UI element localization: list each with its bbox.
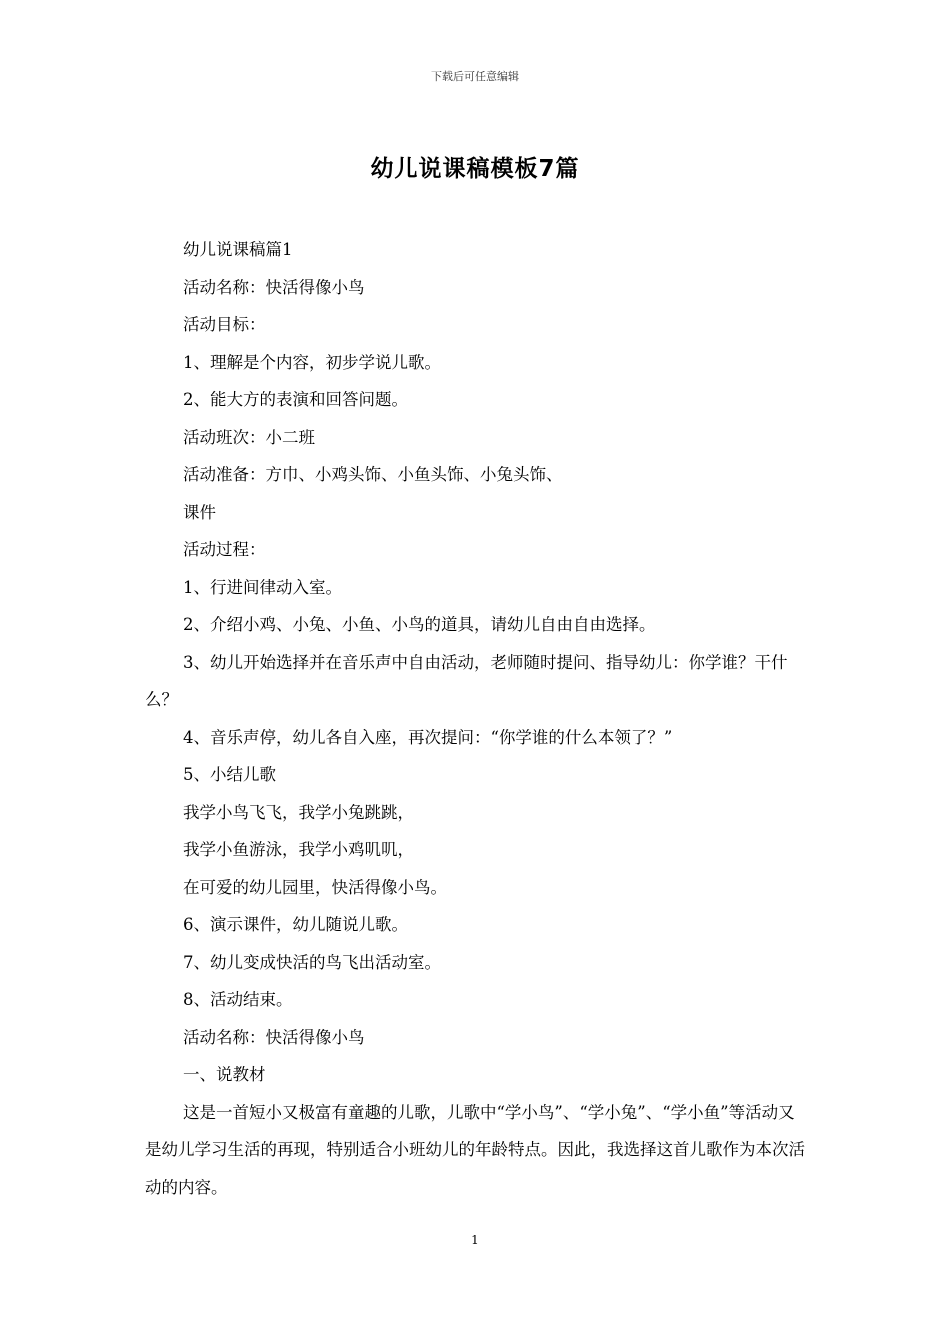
paragraph: 1、行进间律动入室。 [183,577,342,597]
paragraph: 2、能大方的表演和回答问题。 [183,390,408,409]
paragraph: 2、介绍小鸡、小兔、小鱼、小鸟的道具，请幼儿自由自由选择。 [183,615,656,634]
paragraph: 7、幼儿变成快活的鸟飞出活动室。 [183,952,441,972]
paragraph: 我学小鸟飞飞，我学小兔跳跳， [183,802,414,822]
paragraph: 活动过程： [183,540,266,559]
paragraph: 这是一首短小又极富有童趣的儿歌，儿歌中“学小鸟”、“学小兔”、“学小鱼”等活动又是幼儿学习生活的再现，特别适合小班幼儿的年龄特点。因此，我选择这首儿歌作为本次活动的内容。 [145,1102,805,1197]
paragraph: 活动名称：快活得像小鸟 [183,1027,365,1047]
page-header-note: 下载后可任意编辑 [431,70,519,83]
paragraph: 6、演示课件，幼儿随说儿歌。 [183,915,408,934]
paragraph: 活动名称：快活得像小鸟 [183,277,365,297]
document-title: 幼儿说课稿模板7篇 [370,156,580,182]
paragraph: 4、音乐声停，幼儿各自入座，再次提问：“你学谁的什么本领了？” [183,727,673,747]
paragraph: 一、说教材 [183,1065,266,1084]
page-number: 1 [471,1233,479,1247]
paragraph: 幼儿说课稿篇1 [183,240,293,259]
document-body [145,231,810,1206]
paragraph: 在可爱的幼儿园里，快活得像小鸟。 [183,877,447,897]
paragraph: 活动准备：方巾、小鸡头饰、小鱼头饰、小兔头饰、 [183,465,563,484]
paragraph: 1、理解是个内容，初步学说儿歌。 [183,352,441,372]
paragraph: 活动班次：小二班 [183,427,315,447]
paragraph: 5、小结儿歌 [183,765,276,784]
paragraph: 8、活动结束。 [183,990,293,1009]
paragraph: 我学小鱼游泳，我学小鸡叽叽， [183,840,414,859]
paragraph: 课件 [183,502,216,522]
paragraph: 3、幼儿开始选择并在音乐声中自由活动，老师随时提问、指导幼儿：你学谁？干什么？ [145,652,788,709]
paragraph: 活动目标： [183,315,266,334]
